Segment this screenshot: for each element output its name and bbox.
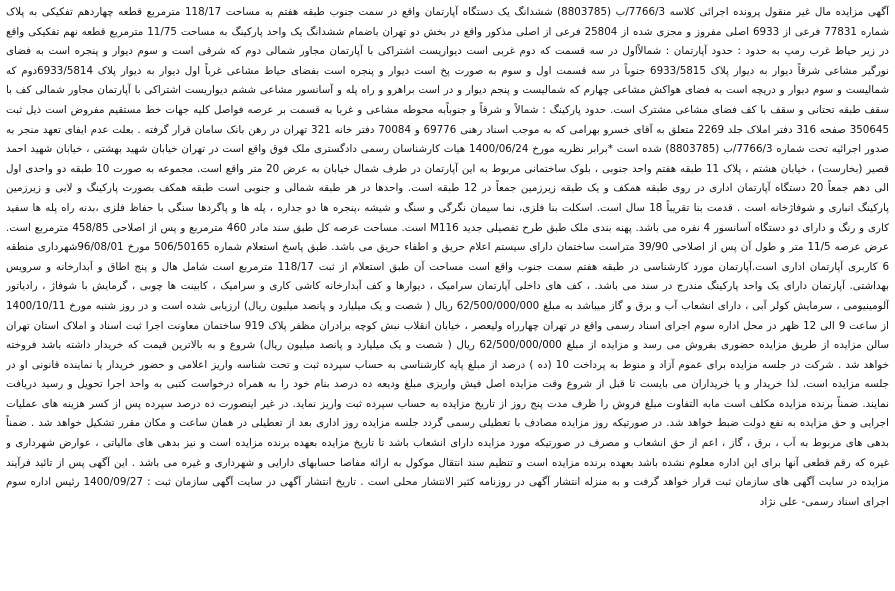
notice-body-text: آگهی مزایده مال غیر منقول پرونده اجرائی کلاسه 7766/3/ب (8803785) ششدانگ یک دستگاه آپارتمان واقع در سمت جنوب طبقه هفتم به مساحت 118/17 مترمربع قطعه چهاردهم تفکیکی به پلاک شماره 77831 فرعی از 6933 اصلی مفروز و مجزی شده از 25804 فرعی از اصلی مذکور واقع در بخش دو تهران باضمام ششدانگ یک واحد پارکینگ به مساحت 11/75 مترمربع قطعه نهم تفکیکی واقع در زیر حیاط غرب رمپ به حدود : حدود آپارتمان : شمالاًاول در سه قسمت که دوم غربی است دیواریست اشتراکی با آپارتمان مجاور شمالی دوم که شرقی است و سوم دیوار و پنجره است به فضای نورگیر مشاعی شرقاً دیوار به دیوار پلاک 6933/5815 جنوباً در سه قسمت اول و سوم به صورت پخ است دیوار و پنجره است بفضای حیاط مشاعی غرباً اول دیوار به دیوار پلاک 6933/5814دوم که شمالیست و سوم دیوار و دریچه است به فضای هواکش مشاعی چهارم که شمالیست و پنجم دیوار و در است براهرو و راه پله و آسانسور مشاعی ششم دیواریست اشتراکی با آپارتمان مجاور شمالی کف با سقف طبقه تحتانی و سقف با کف فضای مشاعی مشترک است. حدود پارکینگ : شمالاً و شرقاً و جنوباًبه محوطه مشاعی و غربا به قسمت بر عرصه فواصل کلیه جهات خط مستقیم مفروض است ذیل ثبت 350645 صفحه 316 دفتر املاک جلد 2269 متعلق به آقای خسرو بهرامی که به موجب اسناد رهنی 69776 و 70084 دفتر خانه 321 تهران در رهن بانک سامان قرار گرفته . بعلت عدم ایفای تعهد منجر به صدور اجرائیه تحت شماره 7766/3/ب (8803785) شده است *برابر نظریه مورخ 1400/06/24 هیات کارشناسان رسمی دادگستری ملک فوق واقع است در تهران خیابان شهید بهشتی ، خیابان شهید احمد قصیر (بخارست) ، خیابان هشتم ، پلاک 11 طبقه هفتم واحد جنوبی ، بلوک ساختمانی مربوط به این آپارتمان در طرف شمال خیابان به عرض 20 متر واقع است. مجموعه به صورت 10 طبقه دو واحدی اول الی دهم جمعاً 20 دستگاه آپارتمان اداری در روی طبقه همکف و یک طبقه زیرزمین جمعاً در 12 طبقه است. واحدها در هر طبقه شمالی و جنوبی است طبقه همکف بصورت پارکینگ و لابی و زیرزمین پارکینگ انباری و شوفاژخانه است . قدمت بنا تقریباً 18 سال است. اسکلت بنا فلزی، نما سیمان نگرگی و سنگ و شیشه ،پنجره ها دو جداره ، پله ها و پاگردها سنگی با حفاظ فلزی ،بدنه راه پله ها سفید کاری و رنگ و دارای دو دستگاه آسانسور 4 نفره می باشد. پهنه بندی ملک طبق طرح تفصیلی جدید M116 است. مساحت عرصه کل طبق سند مادر 460 مترمربع و پس از اصلاحی 458/85 مترمربع است. عرض عرصه 11/5 متر و طول آن پس از اصلاحی 39/90 متراست ساختمان دارای سیستم اعلام حریق و اطفاء حریق می باشد. طبق پاسخ استعلام شماره 506/50165 مورخ 96/08/01شهرداری منطقه 6 کاربری آپارتمان اداری است.آپارتمان مورد کارشناسی در طبقه هفتم سمت جنوب واقع است مساحت آن طبق استعلام از ثبت 118/17 مترمربع است شامل هال و پنج اطاق و آبدارخانه و سرویس بهداشتی. آپارتمان دارای یک واحد پارکینگ مندرج در سند می باشد. ، کف های داخلی آپارتمان سرامیک ، دیوارها و کف آبدارخانه کاشی کاری و سرامیک ، کابینت ها چوبی ، گرمایش با شوفاژ ، رادیاتور آلومینیومی ، سرمایش کولر آبی ، دارای انشعاب آب و برق و گاز میباشد به مبلغ 62/500/000/000 ریال ( شصت و یک میلیارد و پانصد میلیون ریال) ارزیابی شده است و در روز شنبه مورخ 1400/10/11 از ساعت 9 الی 12 ظهر در محل اداره سوم اجرای اسناد رسمی واقع در تهران چهارراه ولیعصر ، خیابان انقلاب نبش کوچه برادران مظفر پلاک 919 ساختمان معاونت اجرا ثبت اسناد و املاک استان تهران سالن مزایده از طریق مزایده حضوری بفروش می رسد و مزایده از مبلغ 62/500/000/000 ریال ( شصت و یک میلیارد و پانصد میلیون ریال) شروع و به بالاترین قیمت که خریدار داشته باشد فروخته خواهد شد . شرکت در جلسه مزایده برای عموم آزاد و منوط به پرداخت 10 (ده ) درصد از مبلغ پایه کارشناسی به حساب سپرده ثبت و تحت شناسه واریز اعلامی و حضور خریدار یا نماینده قانونی او در جلسه مزایده است. لذا خریدار و یا خریداران می بایست تا قبل از شروع وقت مزایده اصل فیش واریزی مبلغ ودیعه ده درصد بنام خود را به همراه درخواست کتبی به واحد اجرا تحویل و رسید دریافت نمایند. ضمناً برنده مزایده مکلف است مابه التفاوت مبلغ فروش را ظرف مدت پنج روز از تاریخ مزایده به حساب سپرده ثبت واریز نماید. در غیر اینصورت ده درصد سپرده پس از کسر هزینه های عملیات اجرایی و حق مزایده به نفع دولت ضبط خواهد شد. در صورتیکه روز مزایده مصادف با تعطیلی رسمی گردد جلسه مزایده روز اداری بعد از تعطیلی در همان ساعت و مکان مقرر تشکیل خواهد شد . ضمناً بدهی های مربوط به آب ، برق ، گاز ، اعم از حق انشعاب و مصرف در صورتیکه مورد مزایده دارای انشعاب باشد تا تاریخ مزایده بعهده برنده مزایده است و نیز بدهی های مالیاتی ، عوارض شهرداری و غیره که رقم قطعی آنها برای این اداره معلوم نشده باشد بعهده برنده مزایده است و تنظیم سند انتقال موکول به ارائه مفاصا حسابهای دارایی و شهرداری و غیره می باشد . این آگهی پس از تائید فرآیند مزایده در سایت آگهی های سازمان ثبت قرار خواهد گرفت و به منزله انتشار آگهی در روزنامه کثیر الانتشار محلی است . تاریخ انتشار آگهی در سایت آگهی سازمان ثبت : 1400/09/27 رئیس اداره سوم اجرای اسناد رسمی- علی نژاد bbox=[6, 6, 889, 508]
auction-notice bbox=[6, 3, 889, 588]
